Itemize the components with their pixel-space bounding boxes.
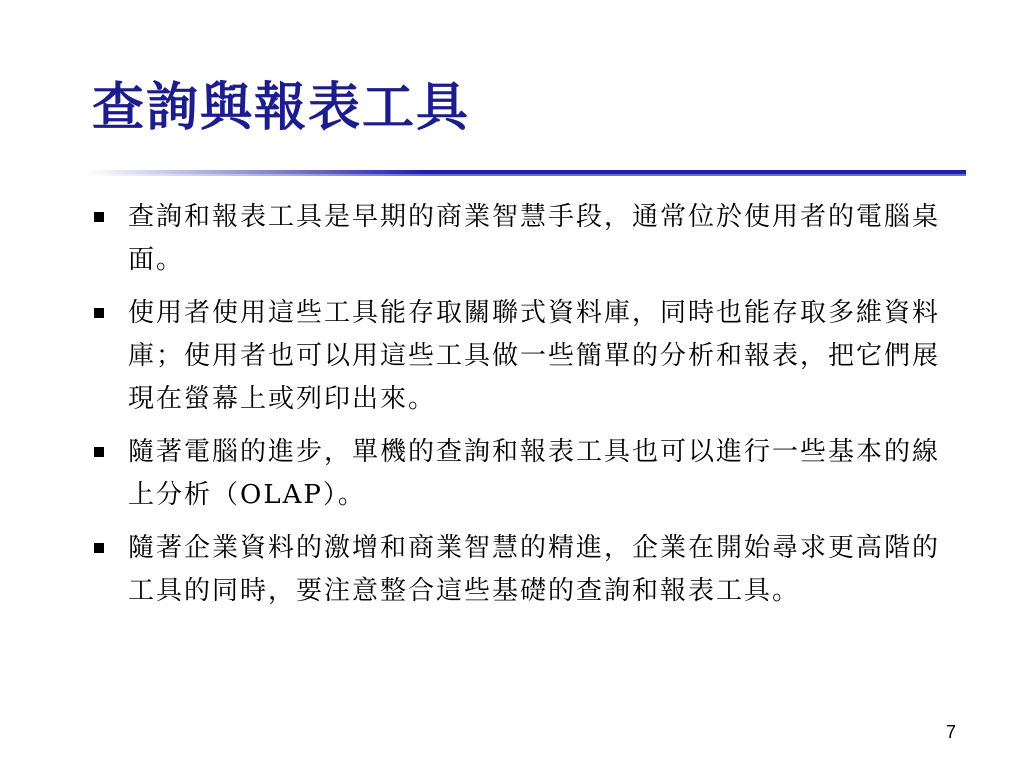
bullet-text: 使用者使用這些工具能存取關聯式資料庫，同時也能存取多維資料庫；使用者也可以用這些工具做一些簡單的分析和報表，把它們展現在螢幕上或列印出來。 [128,298,941,414]
bullet-text: 查詢和報表工具是早期的商業智慧手段，通常位於使用者的電腦桌面。 [128,202,941,275]
bullet-text: 隨著企業資料的激增和商業智慧的精進，企業在開始尋求更高階的工具的同時，要注意整合這些基礎的查詢和報表工具。 [128,533,941,606]
bullet-item [90,196,960,282]
square-bullet-icon [94,447,104,457]
bullet-item [90,431,960,517]
page-number: 7 [945,722,956,742]
bullet-item [90,527,960,613]
slide-title: 查詢與報表工具 [92,77,471,138]
square-bullet-icon [94,212,104,222]
bullet-text: 隨著電腦的進步，單機的查詢和報表工具也可以進行一些基本的線上分析（OLAP）。 [128,437,941,510]
bullet-item [90,292,960,421]
square-bullet-icon [94,308,104,318]
bullet-list [90,196,960,623]
title-underline [86,170,966,176]
square-bullet-icon [94,543,104,553]
